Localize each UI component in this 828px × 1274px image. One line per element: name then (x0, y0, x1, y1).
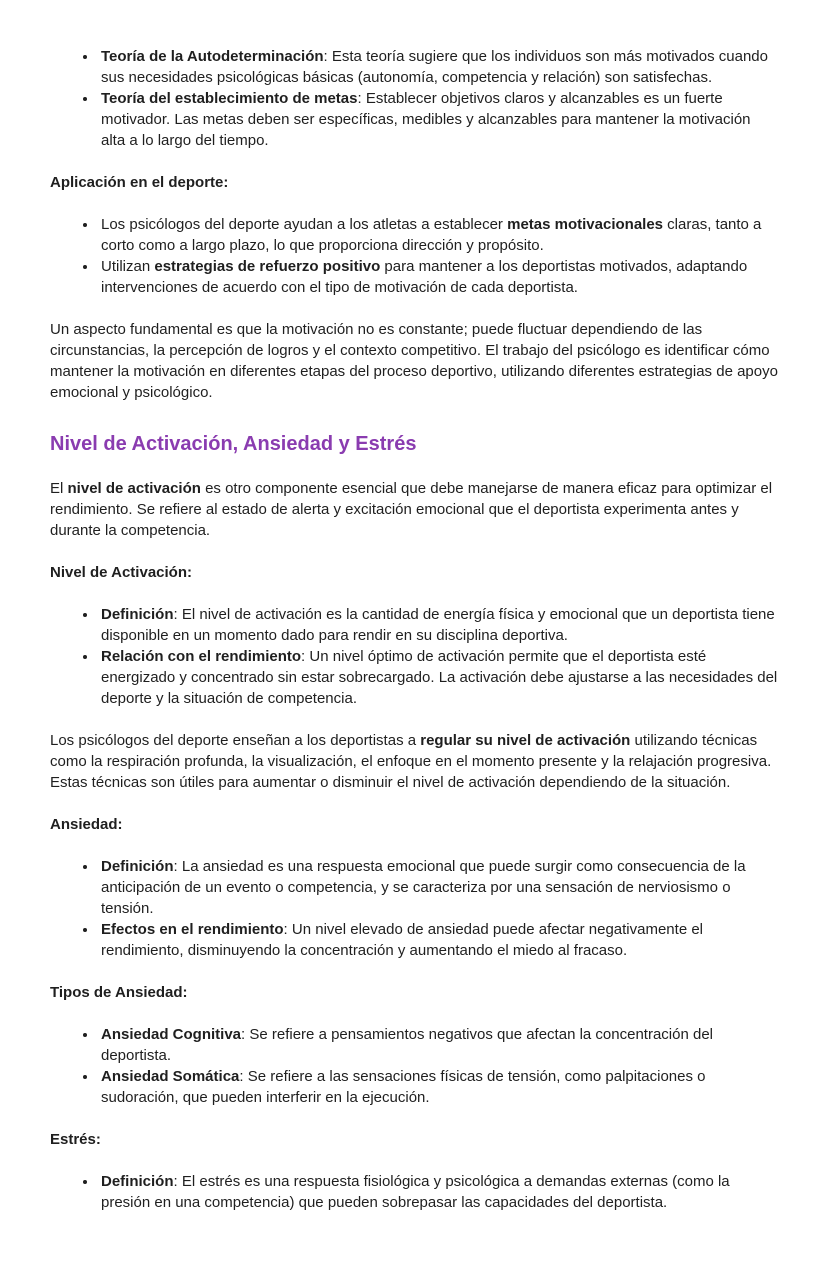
bullet-list (50, 604, 778, 709)
bold-text-segment: Ansiedad Cognitiva (101, 1026, 242, 1043)
text-segment: Los psicólogos del deporte enseñan a los deportistas a (50, 732, 421, 749)
list-item (98, 1171, 778, 1213)
bold-text-segment: Teoría de la Autodeterminación (101, 48, 324, 65)
bold-text-segment: Nivel de Activación, Ansiedad y Estrés (50, 433, 417, 455)
paragraph (50, 319, 778, 403)
section-heading (50, 431, 778, 457)
list-item (98, 88, 778, 151)
text-segment: : Se refiere a las sensaciones físicas de tensión, como palpitaciones o sudoración, que pueden interferir en la ejecución. (101, 1068, 706, 1106)
bold-text-segment: regular su nivel de activación (420, 732, 631, 749)
bold-text-segment: Nivel de Activación: (50, 564, 192, 581)
document-content (50, 46, 778, 1213)
text-segment: Un aspecto fundamental es que la motivación no es constante; puede fluctuar dependiendo de las circunstancias, la percepción de logros y el contexto competitivo. El trabajo del psicólogo es identificar cómo mantener la motivación en diferentes etapas del proceso deportivo, utilizando diferentes estrategias de apoyo emocional y psicológico. (50, 321, 778, 401)
list-item (98, 919, 778, 961)
bullet-list (50, 46, 778, 151)
text-segment: : Esta teoría sugiere que los individuos son más motivados cuando sus necesidades psicológicas básicas (autonomía, competencia y relación) son satisfechas. (101, 48, 768, 86)
text-segment: Los psicólogos del deporte ayudan a los atletas a establecer (101, 216, 508, 233)
paragraph (50, 478, 778, 541)
bold-text-segment: Ansiedad Somática (101, 1068, 240, 1085)
paragraph (50, 730, 778, 793)
subheading (50, 982, 778, 1003)
text-segment: : Establecer objetivos claros y alcanzables es un fuerte motivador. Las metas deben ser específicas, medibles y alcanzables para mantener la motivación alta a lo largo del tiempo. (101, 90, 751, 149)
text-segment: para mantener a los deportistas motivados, adaptando intervenciones de acuerdo con el tipo de motivación de cada deportista. (101, 258, 748, 296)
list-item (98, 1066, 778, 1108)
bold-text-segment: Efectos en el rendimiento (101, 921, 284, 938)
text-segment: : Un nivel elevado de ansiedad puede afectar negativamente el rendimiento, disminuyendo la concentración y aumentando el miedo al fracaso. (101, 921, 704, 959)
bold-text-segment: Relación con el rendimiento (101, 648, 302, 665)
bold-text-segment: nivel de activación (67, 480, 201, 497)
text-segment: El (50, 480, 68, 497)
subheading (50, 562, 778, 583)
list-item (98, 46, 778, 88)
bold-text-segment: Tipos de Ansiedad: (50, 984, 188, 1001)
bold-text-segment: Definición (101, 858, 174, 875)
bold-text-segment: Teoría del establecimiento de metas (101, 90, 358, 107)
bullet-list (50, 214, 778, 298)
bullet-list (50, 1024, 778, 1108)
bold-text-segment: Definición (101, 606, 174, 623)
bold-text-segment: Estrés: (50, 1131, 101, 1148)
bold-text-segment: Definición (101, 1173, 174, 1190)
text-segment: : Un nivel óptimo de activación permite que el deportista esté energizado y concentrado sin estar sobrecargado. La activación debe ajustarse a las necesidades del deporte y la situación de competencia. (101, 648, 778, 707)
list-item (98, 604, 778, 646)
subheading (50, 814, 778, 835)
bold-text-segment: metas motivacionales (507, 216, 664, 233)
text-segment: : La ansiedad es una respuesta emocional que puede surgir como consecuencia de la anticipación de un evento o competencia, y se caracteriza por una sensación de nerviosismo o tensión. (101, 858, 746, 917)
text-segment: utilizando técnicas como la respiración profunda, la visualización, el enfoque en el momento presente y la relajación progresiva. Estas técnicas son útiles para aumentar o disminuir el nivel de activación dependiendo de la situación. (50, 732, 772, 791)
text-segment: : El estrés es una respuesta fisiológica y psicológica a demandas externas (como la presión en una competencia) que pueden sobrepasar las capacidades del deportista. (101, 1173, 730, 1211)
list-item (98, 256, 778, 298)
bold-text-segment: estrategias de refuerzo positivo (154, 258, 381, 275)
bullet-list (50, 856, 778, 961)
text-segment: es otro componente esencial que debe manejarse de manera eficaz para optimizar el rendimiento. Se refiere al estado de alerta y excitación emocional que el deportista experimenta antes y durante la competencia. (50, 480, 773, 539)
bullet-list (50, 1171, 778, 1213)
text-segment: Utilizan (101, 258, 155, 275)
text-segment: claras, tanto a corto como a largo plazo, lo que proporciona dirección y propósito. (101, 216, 762, 254)
text-segment: : El nivel de activación es la cantidad de energía física y emocional que un deportista tiene disponible en un momento dado para rendir en su disciplina deportiva. (101, 606, 775, 644)
list-item (98, 1024, 778, 1066)
list-item (98, 856, 778, 919)
bold-text-segment: Aplicación en el deporte: (50, 174, 229, 191)
list-item (98, 214, 778, 256)
list-item (98, 646, 778, 709)
bold-text-segment: Ansiedad: (50, 816, 123, 833)
subheading (50, 1129, 778, 1150)
text-segment: : Se refiere a pensamientos negativos que afectan la concentración del deportista. (101, 1026, 713, 1064)
subheading (50, 172, 778, 193)
